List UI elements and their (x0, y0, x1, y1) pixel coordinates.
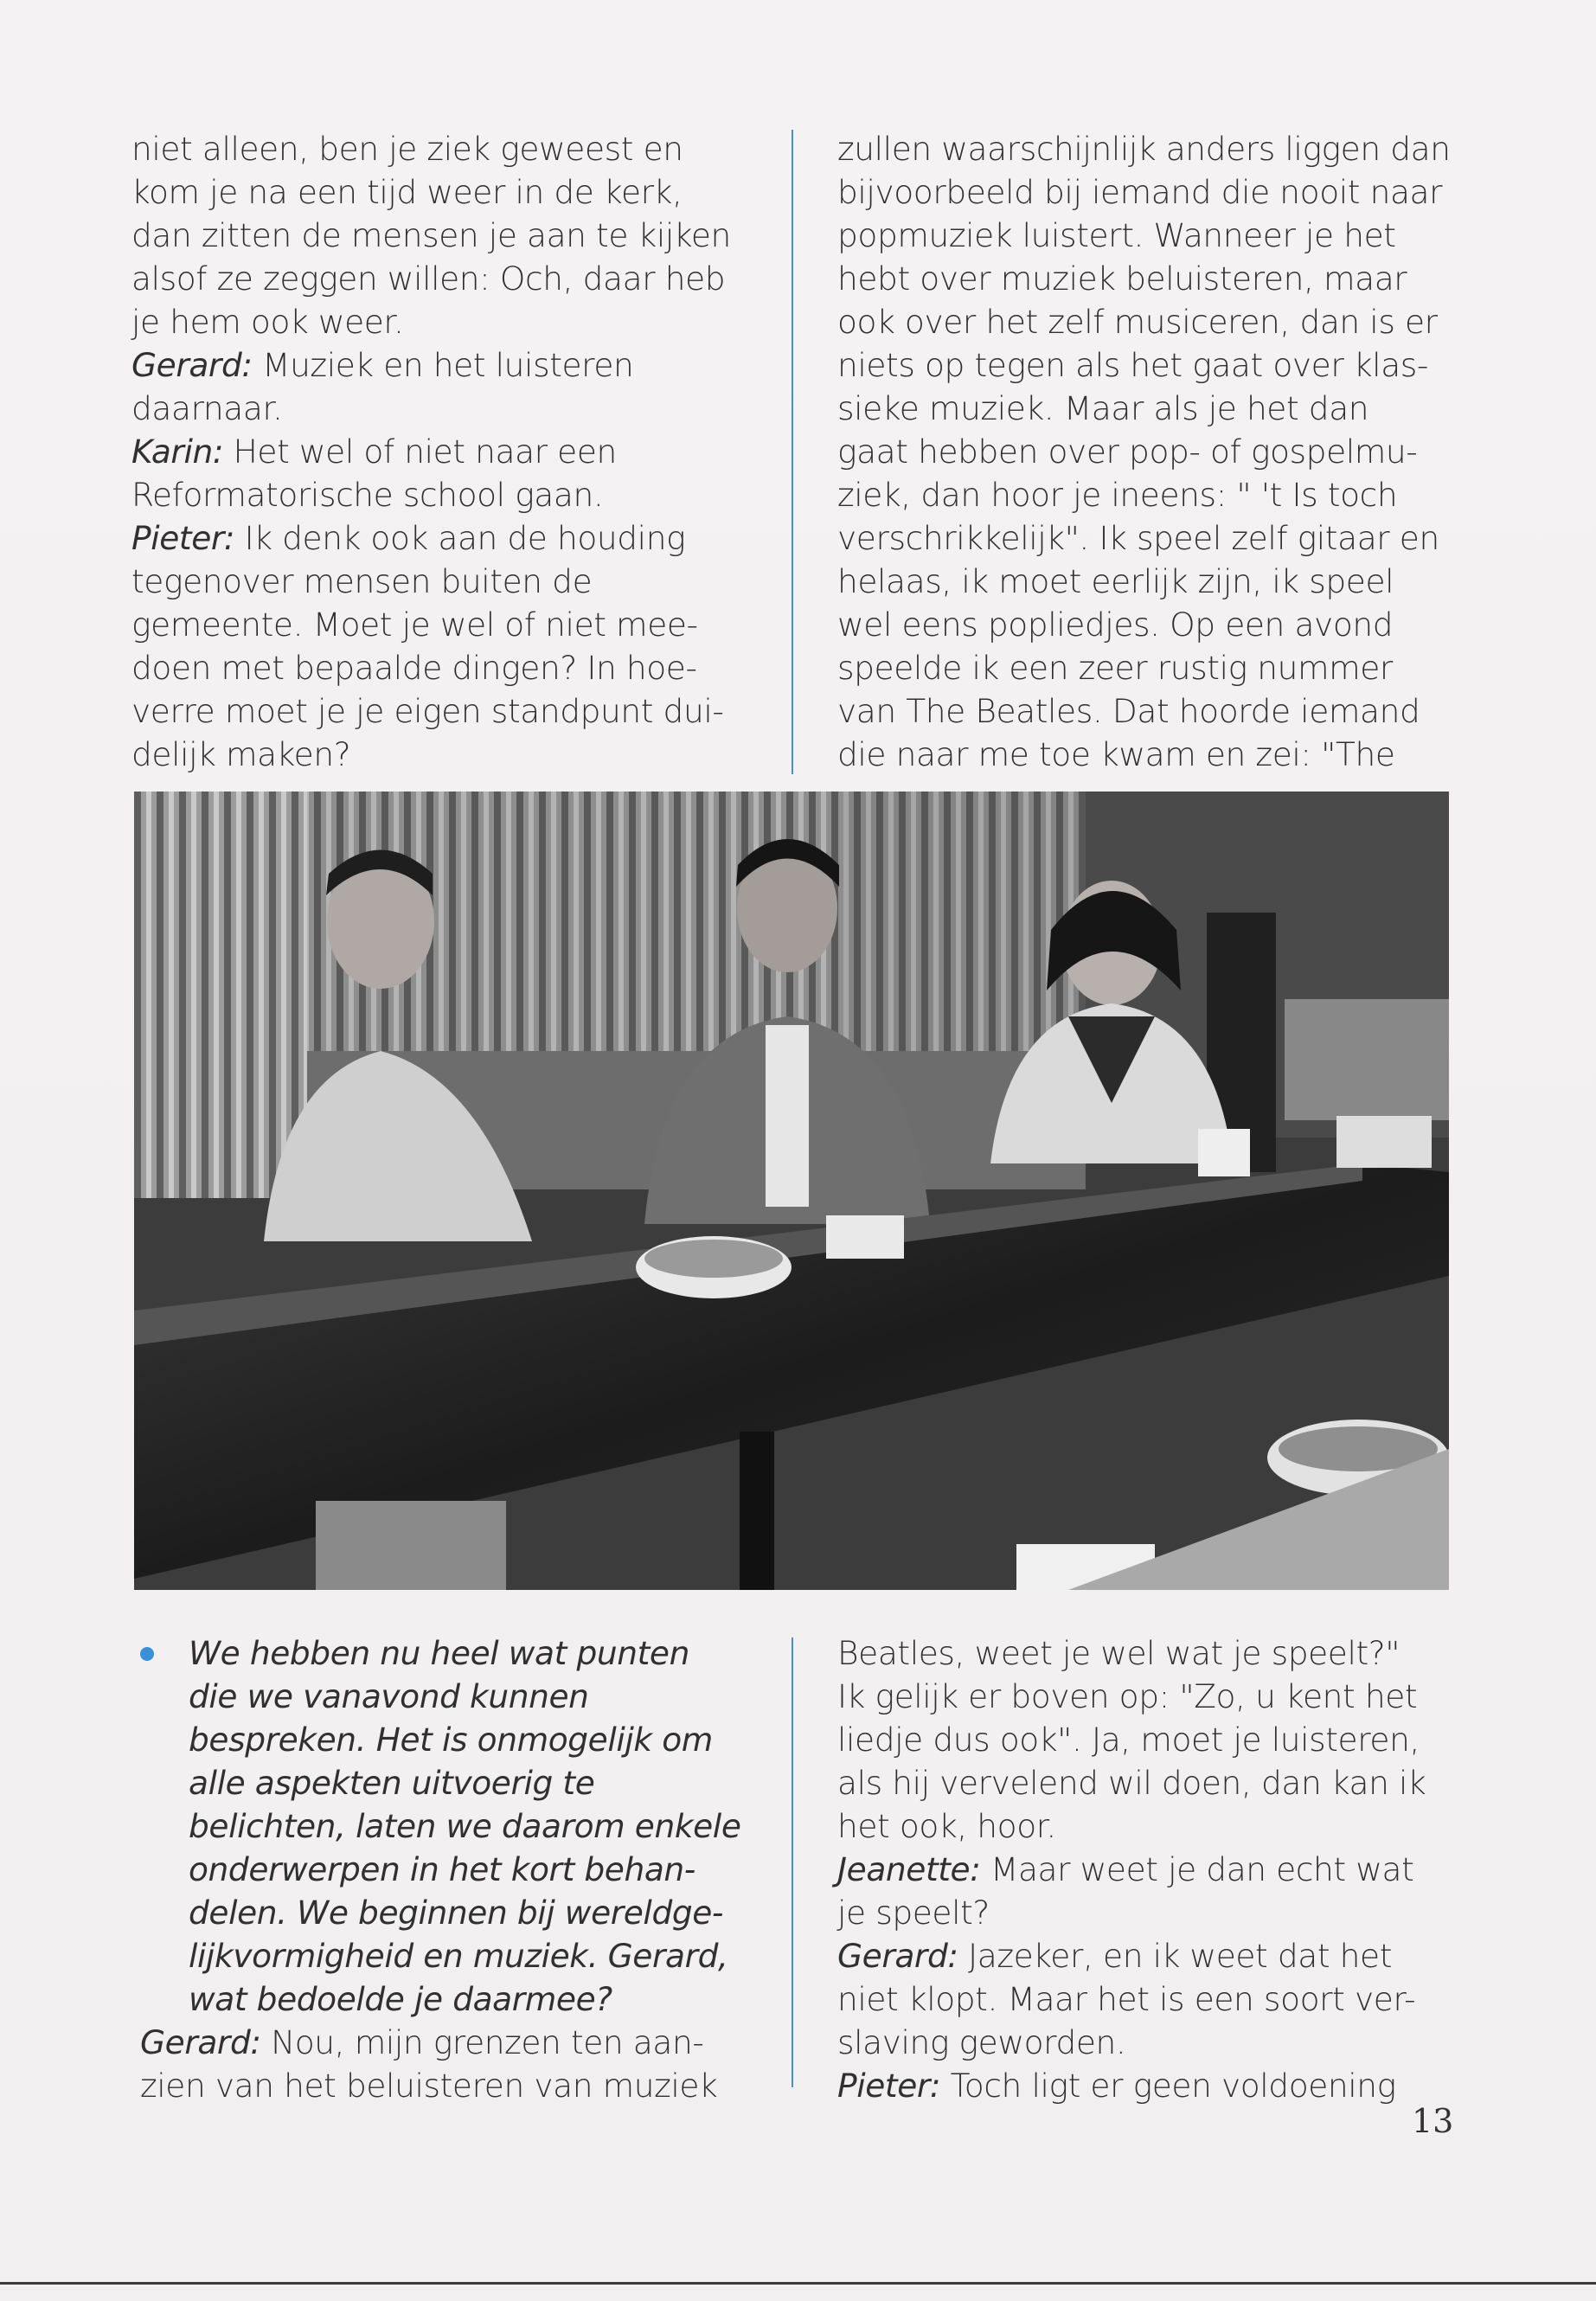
dialogue-text: Ik denk ook aan de houding (234, 519, 686, 557)
dialogue-text: Toch ligt er geen voldoening (940, 2067, 1396, 2105)
text-line: niets op tegen als het gaat over klas- (837, 346, 1429, 384)
text-line: gemeente. Moet je wel of niet mee- (131, 606, 698, 644)
text-line: bijvoorbeeld bij iemand die nooit naar (837, 173, 1443, 211)
text-line: daarnaar. (131, 389, 283, 427)
text-line: verre moet je je eigen standpunt dui- (131, 692, 724, 730)
column-divider-top (792, 130, 793, 774)
question-line: delen. We beginnen bij wereldge- (189, 1894, 724, 1932)
column-divider-bottom (792, 1638, 793, 2087)
text-line: wel eens popliedjes. Op een avond (837, 606, 1394, 644)
bullet-dot-icon (140, 1647, 154, 1661)
text-line: zullen waarschijnlijk anders liggen dan (837, 130, 1451, 168)
text-line: je hem ook weer. (131, 303, 404, 341)
text-line: slaving geworden. (837, 2023, 1126, 2061)
question-line: onderwerpen in het kort behan- (189, 1850, 695, 1888)
text-line: liedje dus ook". Ja, moet je luisteren, (837, 1721, 1420, 1759)
dialogue-line (140, 2021, 772, 2064)
text-line: sieke muziek. Maar als je het dan (837, 389, 1369, 427)
text-line: ziek, dan hoor je ineens: " 't Is toch (837, 476, 1398, 514)
text-line: Reformatorische school gaan. (131, 476, 604, 514)
text-column-top-left (131, 127, 772, 776)
dialogue-text: Muziek en het luisteren (252, 346, 634, 384)
text-line: delijk maken? (131, 735, 351, 773)
text-line: dan zitten de mensen je aan te kijken (131, 216, 731, 254)
text-line: die naar me toe kwam en zei: "The (837, 735, 1395, 773)
text-column-bottom-right (837, 1631, 1477, 2107)
speaker-name: Karin: (131, 433, 224, 471)
speaker-name: Gerard: (131, 346, 253, 384)
text-column-bottom-left (140, 1631, 772, 2107)
text-line: je speelt? (837, 1894, 990, 1932)
question-line: bespreken. Het is onmogelijk om (189, 1721, 713, 1759)
text-line: tegenover mensen buiten de (131, 562, 593, 600)
page-number: 13 (1412, 2102, 1454, 2140)
text-line: helaas, ik moet eerlijk zijn, ik speel (837, 562, 1394, 600)
text-line: verschrikkelijk". Ik speel zelf gitaar en (837, 519, 1439, 557)
dialogue-text: Nou, mijn grenzen ten aan- (260, 2023, 704, 2061)
text-line: doen met bepaalde dingen? In hoe- (131, 649, 697, 687)
text-column-top-right (837, 127, 1477, 776)
text-line: Beatles, weet je wel wat je speelt?" (837, 1634, 1401, 1672)
text-line: ook over het zelf musiceren, dan is er (837, 303, 1438, 341)
speaker-name: Gerard: (837, 1937, 958, 1975)
dialogue-text: Maar weet je dan echt wat (980, 1850, 1414, 1888)
text-line: alsof ze zeggen willen: Och, daar heb (131, 260, 726, 298)
text-line: gaat hebben over pop- of gospelmu- (837, 433, 1418, 471)
interviewer-question (140, 1631, 772, 2021)
page-edge-line (0, 2282, 1596, 2285)
text-line: kom je na een tijd weer in de kerk, (131, 173, 683, 211)
text-line: speelde ik een zeer rustig nummer (837, 649, 1393, 687)
text-line: als hij vervelend wil doen, dan kan ik (837, 1764, 1426, 1802)
dialogue-line (131, 516, 772, 560)
question-line: alle aspekten uitvoerig te (189, 1764, 595, 1802)
group-photo (134, 792, 1449, 1590)
dialogue-line (131, 343, 772, 387)
question-line: lijkvormigheid en muziek. Gerard, (189, 1937, 728, 1975)
text-line: van The Beatles. Dat hoorde iemand (837, 692, 1420, 730)
speaker-name: Pieter: (131, 519, 235, 557)
dialogue-line (837, 1848, 1477, 1891)
dialogue-text: Jazeker, en ik weet dat het (958, 1937, 1393, 1975)
question-line: We hebben nu heel wat punten (189, 1634, 689, 1672)
text-line: Ik gelijk er boven op: "Zo, u kent het (837, 1677, 1418, 1715)
text-line: niet alleen, ben je ziek geweest en (131, 130, 683, 168)
question-line: belichten, laten we daarom enkele (189, 1807, 741, 1845)
dialogue-line (131, 430, 772, 473)
text-line: popmuziek luistert. Wanneer je het (837, 216, 1396, 254)
dialogue-line (837, 1934, 1477, 1977)
text-line: niet klopt. Maar het is een soort ver- (837, 1980, 1416, 2018)
text-line: hebt over muziek beluisteren, maar (837, 260, 1407, 298)
text-line: het ook, hoor. (837, 1807, 1056, 1845)
dialogue-text: Het wel of niet naar een (223, 433, 617, 471)
photo-illustration (134, 792, 1449, 1590)
dialogue-line (837, 2064, 1477, 2107)
speaker-name: Jeanette: (837, 1850, 981, 1888)
text-line: zien van het beluisteren van muziek (140, 2067, 718, 2105)
speaker-name: Gerard: (140, 2023, 261, 2061)
question-line: die we vanavond kunnen (189, 1677, 589, 1715)
question-line: wat bedoelde je daarmee? (189, 1980, 612, 2018)
speaker-name: Pieter: (837, 2067, 941, 2105)
